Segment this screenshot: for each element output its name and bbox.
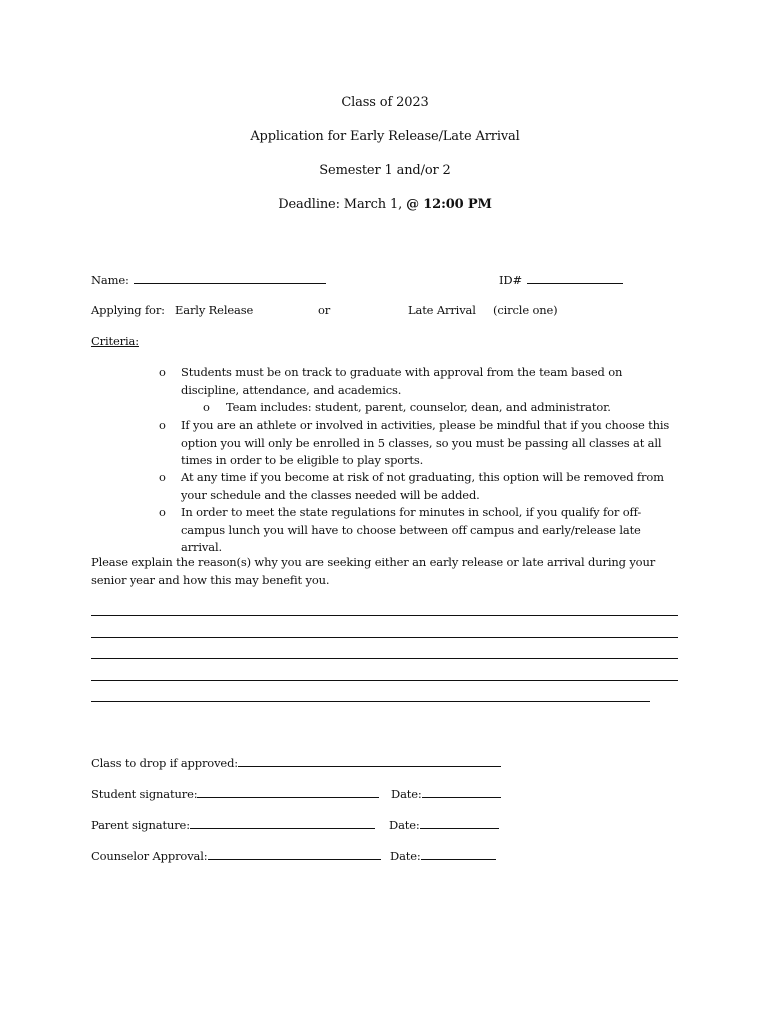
answer-line-3[interactable] (91, 658, 678, 659)
parent-signature-label: Parent signature: (91, 818, 190, 832)
answer-line-2[interactable] (91, 637, 678, 638)
bullet-1: o (159, 365, 166, 379)
counselor-approval-label: Counselor Approval: (91, 849, 208, 863)
parent-signature-blank[interactable] (190, 817, 375, 829)
student-date-field (391, 786, 501, 801)
bullet-4: o (159, 505, 166, 519)
criteria-item-2: If you are an athlete or involved in activities, please be mindful that if you choose this option you will only be enrolled in 5 classes, so you must be passing all classes at all times in order to be eligible to play sports. (181, 418, 670, 467)
student-date-label: Date: (391, 787, 422, 801)
student-date-blank[interactable] (422, 786, 501, 798)
answer-line-5[interactable] (91, 701, 650, 702)
circle-one-note: (circle one) (493, 303, 558, 317)
counselor-approval-field (91, 848, 381, 863)
parent-date-field (389, 817, 499, 832)
option-late-arrival[interactable]: Late Arrival (408, 303, 476, 317)
counselor-approval-blank[interactable] (208, 848, 381, 860)
counselor-date-blank[interactable] (421, 848, 496, 860)
class-year-heading: Class of 2023 (341, 95, 429, 110)
applying-for-label: Applying for: (91, 303, 165, 317)
parent-date-blank[interactable] (420, 817, 499, 829)
criteria-heading: Criteria: (91, 334, 139, 348)
sub-bullet: o (203, 400, 210, 414)
student-signature-label: Student signature: (91, 787, 198, 801)
name-label: Name: (91, 273, 129, 287)
option-early-release[interactable]: Early Release (175, 303, 254, 317)
criteria-subitem: Team includes: student, parent, counselor, dean, and administrator. (226, 400, 611, 414)
answer-line-4[interactable] (91, 680, 678, 681)
deadline-date: Deadline: March 1, (278, 197, 407, 212)
name-blank[interactable] (134, 272, 326, 284)
deadline-heading (0, 197, 770, 212)
option-or: or (318, 303, 331, 317)
bullet-3: o (159, 470, 166, 484)
criteria-item-1: Students must be on track to graduate with approval from the team based on discipline, attendance, and academics. (181, 365, 623, 397)
name-field (91, 272, 326, 287)
semester-heading: Semester 1 and/or 2 (319, 163, 451, 178)
application-title: Application for Early Release/Late Arrival (250, 129, 520, 144)
bullet-2: o (159, 418, 166, 432)
id-field (499, 272, 623, 287)
answer-line-1[interactable] (91, 615, 678, 616)
parent-date-label: Date: (389, 818, 420, 832)
student-signature-blank[interactable] (197, 786, 379, 798)
student-signature-field (91, 786, 379, 801)
criteria-item-3: At any time if you become at risk of not graduating, this option will be removed from your schedule and the classes needed will be added. (181, 470, 664, 502)
id-blank[interactable] (527, 272, 623, 284)
id-label: ID# (499, 273, 522, 287)
criteria-item-4: In order to meet the state regulations for minutes in school, if you qualify for off-campus lunch you will have to choose between off campus and early/release late arrival. (181, 505, 642, 554)
class-drop-label: Class to drop if approved: (91, 756, 239, 770)
class-drop-field (91, 755, 501, 770)
counselor-date-field (390, 848, 496, 863)
deadline-time: @ 12:00 PM (406, 197, 492, 212)
counselor-date-label: Date: (390, 849, 421, 863)
parent-signature-field (91, 817, 375, 832)
class-drop-blank[interactable] (238, 755, 501, 767)
explain-prompt: Please explain the reason(s) why you are seeking either an early release or late arrival during your senior year and how this may benefit you. (91, 555, 656, 587)
